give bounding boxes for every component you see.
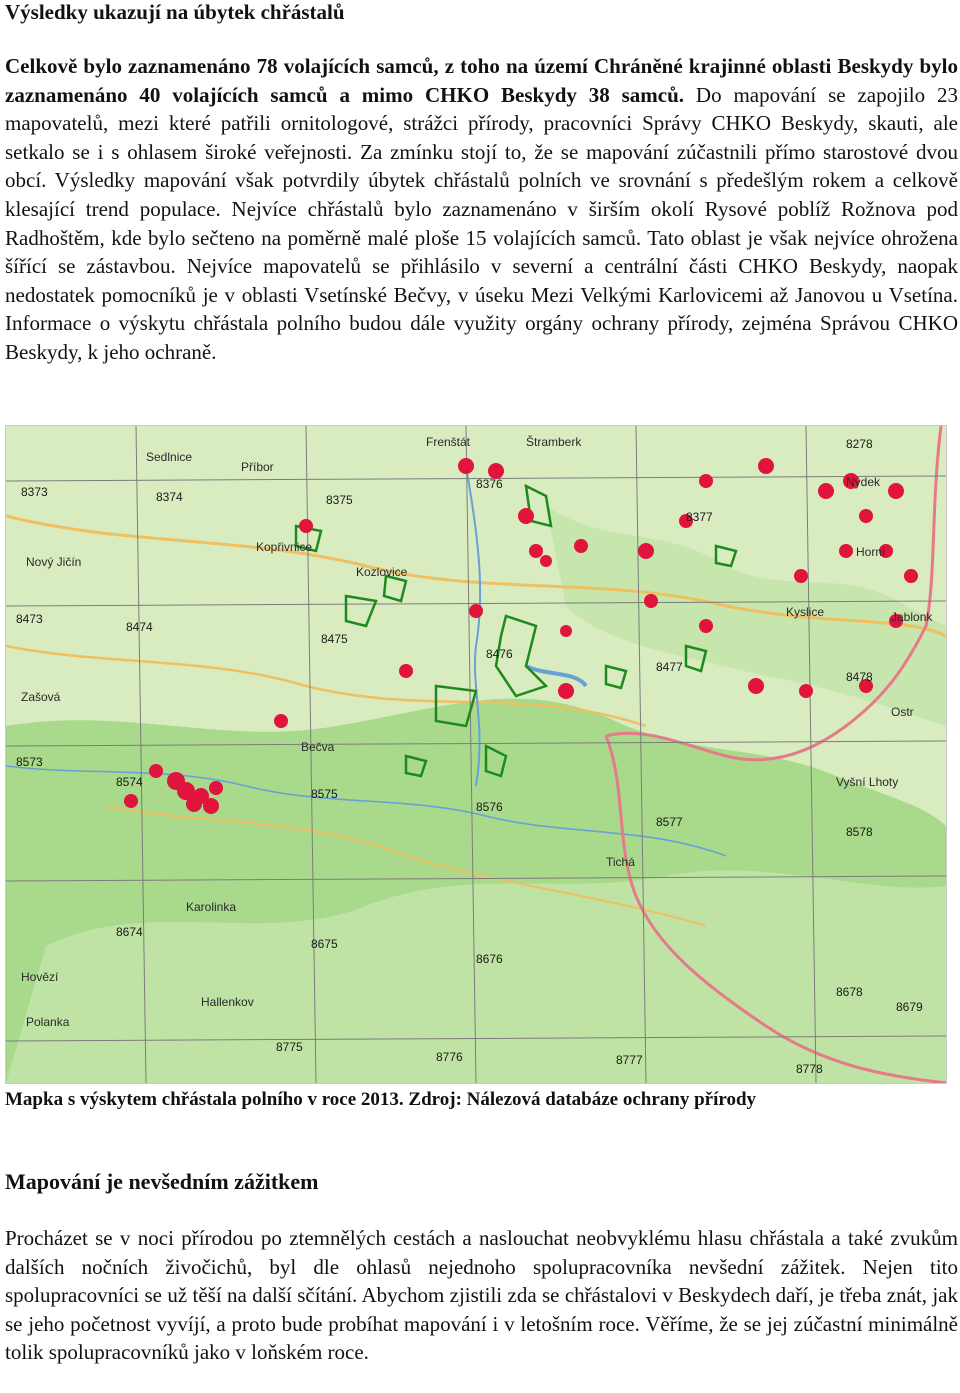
map-grid-label: 8778 <box>796 1062 823 1076</box>
map-grid-label: 8577 <box>656 815 683 829</box>
map-grid-label: 8374 <box>156 490 183 504</box>
paragraph-results <box>5 52 958 367</box>
map-place-label: Horní <box>856 545 886 559</box>
map-place-label: Bečva <box>301 740 335 754</box>
map-grid-label: 8475 <box>321 632 348 646</box>
map-grid-label: 8474 <box>126 620 153 634</box>
map-place-label: Ostr <box>891 705 914 719</box>
map-place-label: Karolinka <box>186 900 237 914</box>
map-grid-label: 8278 <box>846 437 873 451</box>
paragraph-results-lead: Celkově bylo zaznamenáno 78 volajících samců, z toho na území Chráněné krajinné oblasti Beskydy bylo zaznamenáno 40 volajících samců a mimo CHKO Beskydy 38 samců. <box>5 54 958 107</box>
map-place-label: Štramberk <box>526 435 582 449</box>
map-place-label: Hovězí <box>21 970 59 984</box>
map-place-label: Příbor <box>241 460 274 474</box>
map-grid-label: 8473 <box>16 612 43 626</box>
paragraph-results-body: Do mapování se zapojilo 23 mapovatelů, mezi které patřili ornitologové, strážci přírody, pracovníci Správy CHKO Beskydy, skauti, ale setkalo se i s ohlasem široké veřejnosti. Za zmínku stojí to, že se mapování zúčastnili přímo starostové dvou obcí. Výsledky mapování však potvrdily úbytek chřástalů polních ve srovnání s předešlým rokem a celkově klesající trend populace. Nejvíce chřástalů bylo zaznamenáno v širším okolí Rysové poblíž Rožnova pod Radhoštěm, kde bylo sečteno na poměrně malé ploše 15 volajících samců. Tato oblast je však nejvíce ohrožena šířící se zástavbou. Nejvíce mapovatelů se přihlásilo v severní a centrální části CHKO Beskydy, naopak nedostatek pomocníků je v oblasti Vsetínské Bečvy, v úseku Mezi Velkými Karlovicemi až Janovou u Vsetína. Informace o výskytu chřástala polního budou dále využity orgány ochrany přírody, zejména Správou CHKO Beskydy, k jeho ochraně. <box>5 82 958 364</box>
map-place-label: Frenštát <box>426 435 471 449</box>
page-title: Výsledky ukazují na úbytek chřástalů <box>5 0 345 24</box>
map-grid-label: 8775 <box>276 1040 303 1054</box>
map-grid-label: 8576 <box>476 800 503 814</box>
map-place-label: Polanka <box>26 1015 70 1029</box>
map-grid-label: 8675 <box>311 937 338 951</box>
map-place-label: Sedlnice <box>146 450 193 464</box>
map-grid-label: 8573 <box>16 755 43 769</box>
map-grid-label: 8678 <box>836 985 863 999</box>
map-grid-label: 8375 <box>326 493 353 507</box>
map-place-label: Hallenkov <box>201 995 254 1009</box>
map-place-label: Nový Jičín <box>26 555 82 569</box>
map-place-label: Zašová <box>21 690 61 704</box>
map-place-label: Kyslice <box>786 605 825 619</box>
map-grid-label: 8676 <box>476 952 503 966</box>
map-grid-label: 8575 <box>311 787 338 801</box>
map-grid-label: 8477 <box>656 660 683 674</box>
map-place-label: Vyšní Lhoty <box>836 775 899 789</box>
map-canvas <box>6 426 946 1083</box>
map-place-label: Kopřivnice <box>256 540 313 554</box>
map-grid-label: 8377 <box>686 510 713 524</box>
map-grid-label: 8373 <box>21 485 48 499</box>
map-place-label: Jablonk <box>891 610 933 624</box>
corncrake-occurrence-map <box>5 425 947 1084</box>
map-grid-label: 8578 <box>846 825 873 839</box>
map-grid-label: 8478 <box>846 670 873 684</box>
map-grid-label: 8574 <box>116 775 143 789</box>
section-subheading: Mapování je nevšedním zážitkem <box>5 1169 319 1194</box>
map-grid-label: 8476 <box>486 647 513 661</box>
map-grid-label: 8777 <box>616 1053 643 1067</box>
map-grid-label: 8674 <box>116 925 143 939</box>
map-grid-label: 8679 <box>896 1000 923 1014</box>
map-grid-label: 8376 <box>476 477 503 491</box>
map-grid-label: 8776 <box>436 1050 463 1064</box>
map-caption: Mapka s výskytem chřástala polního v roce 2013. Zdroj: Nálezová databáze ochrany přírody <box>5 1089 757 1110</box>
map-place-label: Kozlovice <box>356 565 408 579</box>
paragraph-experience: Procházet se v noci přírodou po ztemnělých cestách a naslouchat neobvyklému hlasu chřástala a také zvukům dalších nočních živočichů, byl dle ohlasů nejednoho spolupracovníka nevšední zážitek. Nejen tito spolupracovníci se už těší na další sčítání. Abychom zjistili zda se chřástalovi v Beskydech daří, je třeba znát, jak se jeho početnost vyvíjí, a proto bude probíhat mapování i v letošním roce. Věříme, že se jej zúčastní minimálně tolik spolupracovníků jako v loňském roce. <box>5 1226 958 1365</box>
map-place-label: Tichá <box>606 855 635 869</box>
map-place-label: Nýdek <box>846 475 881 489</box>
